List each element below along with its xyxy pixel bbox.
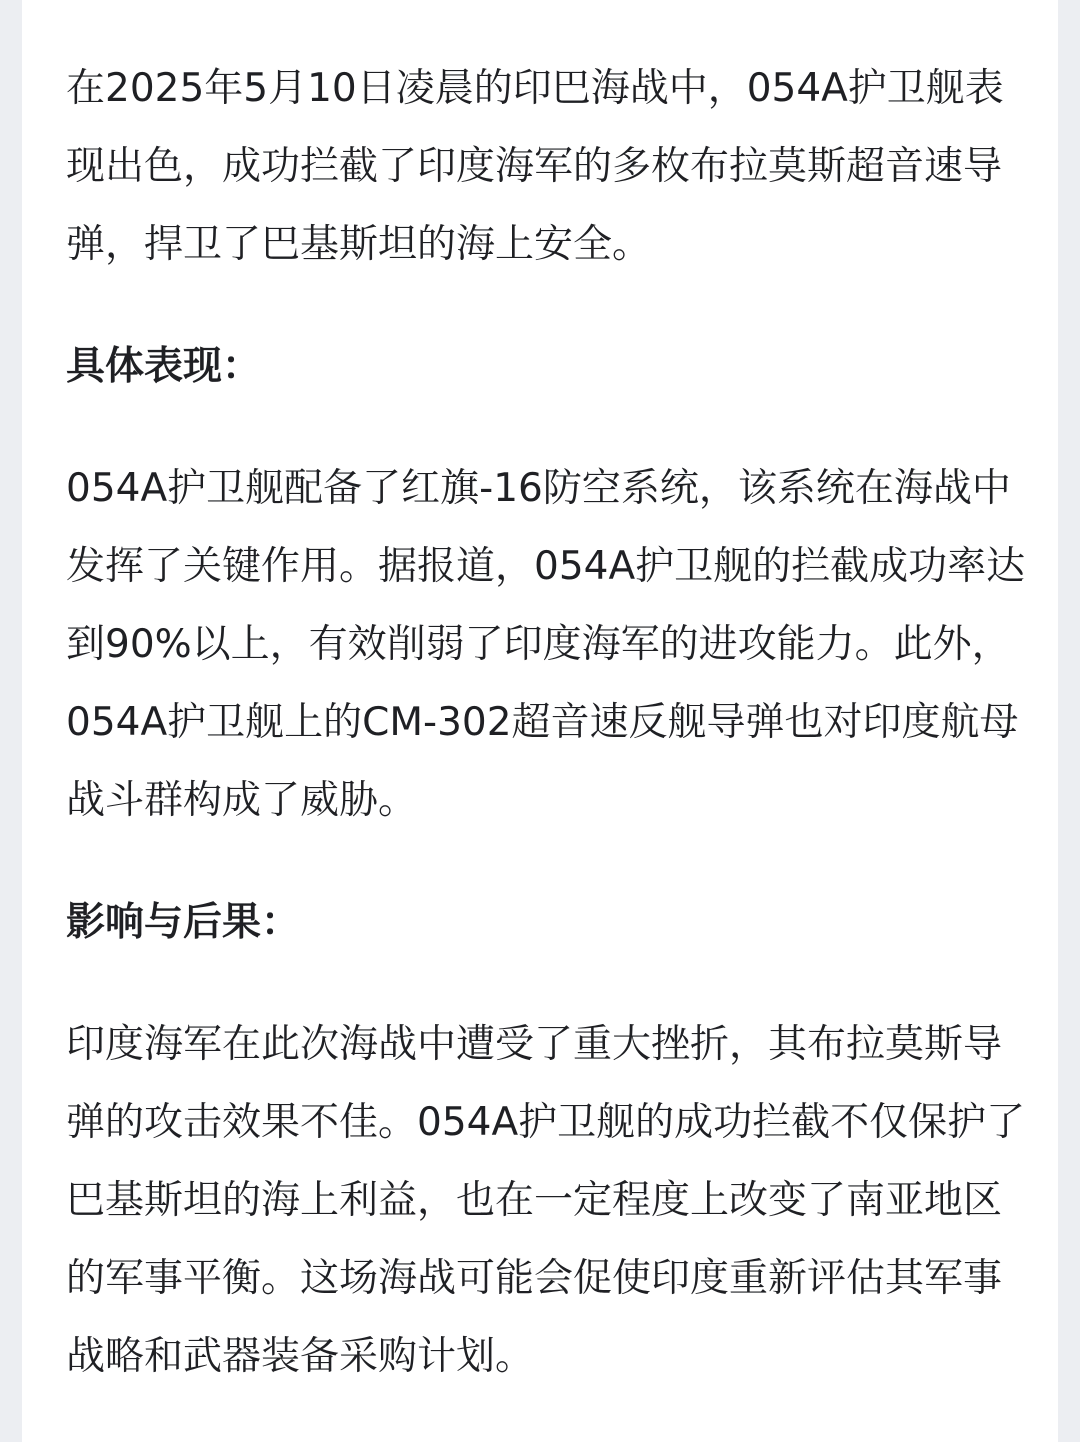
article-body: [66, 50, 1026, 1396]
spacer: [66, 962, 1026, 1006]
spacer: [66, 840, 1026, 884]
intro-paragraph: 在2025年5月10日凌晨的印巴海战中，054A护卫舰表现出色，成功拦截了印度海军的多枚布拉莫斯超音速导弹，捍卫了巴基斯坦的海上安全。: [66, 66, 1004, 267]
performance-paragraph: 054A护卫舰配备了红旗-16防空系统，该系统在海战中发挥了关键作用。据报道，054A护卫舰的拦截成功率达到90%以上，有效削弱了印度海军的进攻能力。此外，054A护卫舰上的CM-302超音速反舰导弹也对印度航母战斗群构成了威胁。: [66, 466, 1026, 823]
spacer: [66, 406, 1026, 450]
content-card: [22, 0, 1058, 1442]
section-heading-performance: 具体表现：: [66, 344, 262, 389]
impact-paragraph: 印度海军在此次海战中遭受了重大挫折，其布拉莫斯导弹的攻击效果不佳。054A护卫舰的成功拦截不仅保护了巴基斯坦的海上利益，也在一定程度上改变了南亚地区的军事平衡。这场海战可能会促使印度重新评估其军事战略和武器装备采购计划。: [66, 1022, 1026, 1379]
section-heading-impact: 影响与后果：: [66, 900, 301, 945]
spacer: [66, 284, 1026, 328]
